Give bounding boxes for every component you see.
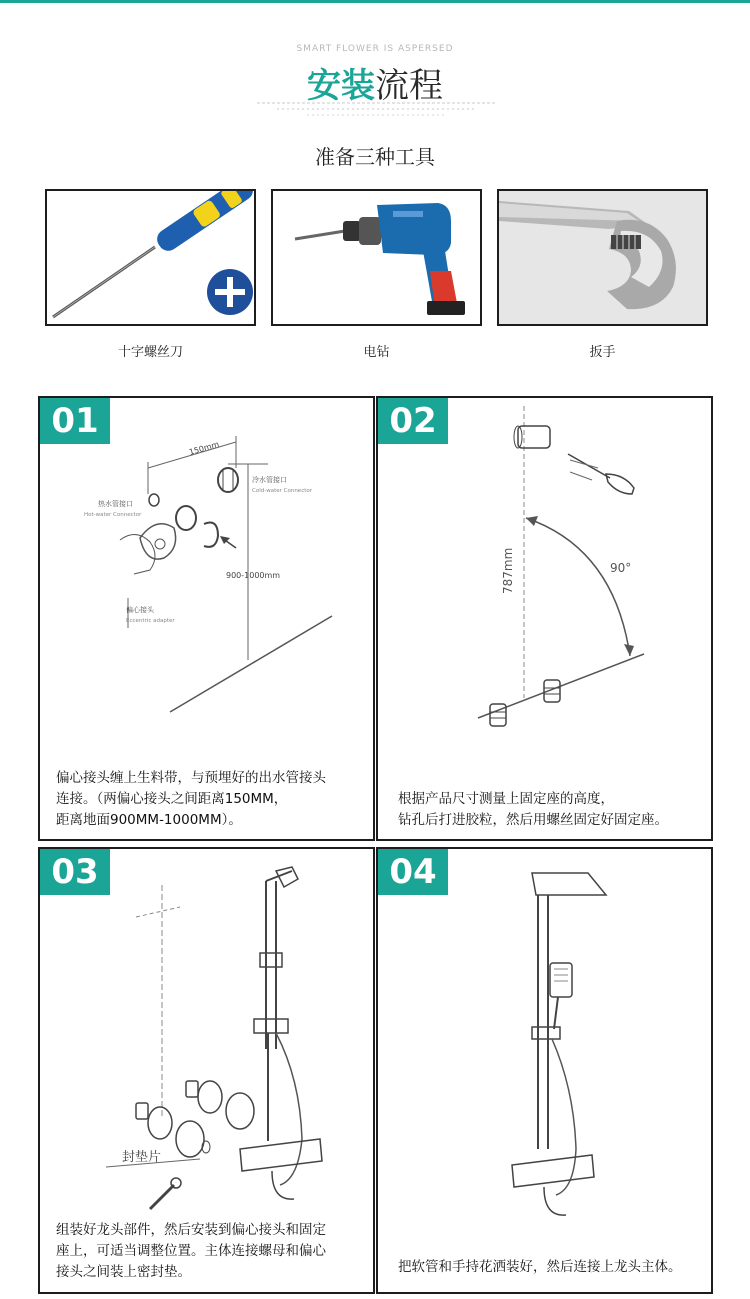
step-card-02 (376, 396, 713, 841)
step-02-diagram (378, 398, 711, 839)
top-accent-bar (0, 0, 750, 3)
step-04-description (398, 1257, 710, 1278)
step-03-line-2: 座上，可适当调整位置。主体连接螺母和偏心 (56, 1243, 326, 1259)
step-01-label-height: 900-1000mm (226, 571, 281, 580)
step-card-03 (38, 847, 375, 1294)
step-03-badge: 03 (40, 849, 110, 895)
step-01-line-2: 连接。（两偏心接头之间距离150MM， (56, 791, 288, 807)
step-03-line-1: 组装好龙头部件，然后安装到偏心接头和固定 (56, 1222, 326, 1238)
tool-card-drill (271, 189, 482, 326)
step-02-line-1: 根据产品尺寸测量上固定座的高度， (398, 791, 614, 807)
title-green-part: 安装 (307, 66, 375, 106)
step-03-description (56, 1220, 370, 1283)
step-01-label-eccentric: 偏心接头 (126, 606, 154, 614)
wrench-icon (499, 191, 706, 324)
step-03-label-gasket: 封垫片 (122, 1150, 162, 1165)
step-card-01 (38, 396, 375, 841)
step-02-line-2: 钻孔后打进胶粒，然后用螺丝固定好固定座。 (398, 812, 668, 828)
header-english-subtitle: SMART FLOWER IS ASPERSED (296, 44, 454, 54)
tool-card-wrench (497, 189, 708, 326)
drill-icon (273, 191, 480, 324)
step-04-line-1: 把软管和手持花洒装好，然后连接上龙头主体。 (398, 1259, 682, 1275)
tool-label-wrench: 扳手 (589, 345, 616, 360)
step-01-label-cold: 冷水管接口 (252, 476, 287, 484)
step-01-line-3: 距离地面900MM-1000MM）。 (56, 812, 242, 828)
step-01-label-cold-en: Cold-water Connector (252, 488, 312, 494)
tool-card-screwdriver (45, 189, 256, 326)
step-04-diagram (378, 849, 711, 1292)
step-card-04 (376, 847, 713, 1294)
screwdriver-icon (47, 191, 254, 324)
step-02-label-angle: 90° (610, 561, 632, 575)
step-01-label-hot: 热水管接口 (98, 500, 133, 508)
step-01-label-eccentric-en: Eccentric adapter (126, 618, 175, 624)
step-02-label-height: 787mm (501, 547, 515, 594)
tools-heading: 准备三种工具 (315, 145, 435, 169)
step-01-label-150: 150mm (188, 439, 221, 457)
title-dark-part: 流程 (375, 66, 443, 106)
step-01-line-1: 偏心接头缠上生料带，与预埋好的出水管接头 (56, 770, 326, 786)
tool-label-drill: 电钻 (363, 345, 390, 360)
step-01-description (56, 768, 370, 831)
tool-label-screwdriver: 十字螺丝刀 (117, 345, 183, 360)
step-02-description (398, 789, 710, 831)
step-04-badge: 04 (378, 849, 448, 895)
header-decoration (252, 99, 502, 119)
step-01-badge: 01 (40, 398, 110, 444)
step-01-label-hot-en: Hot-water Connector (84, 512, 142, 518)
step-02-badge: 02 (378, 398, 448, 444)
step-03-line-3: 接头之间装上密封垫。 (56, 1264, 191, 1280)
